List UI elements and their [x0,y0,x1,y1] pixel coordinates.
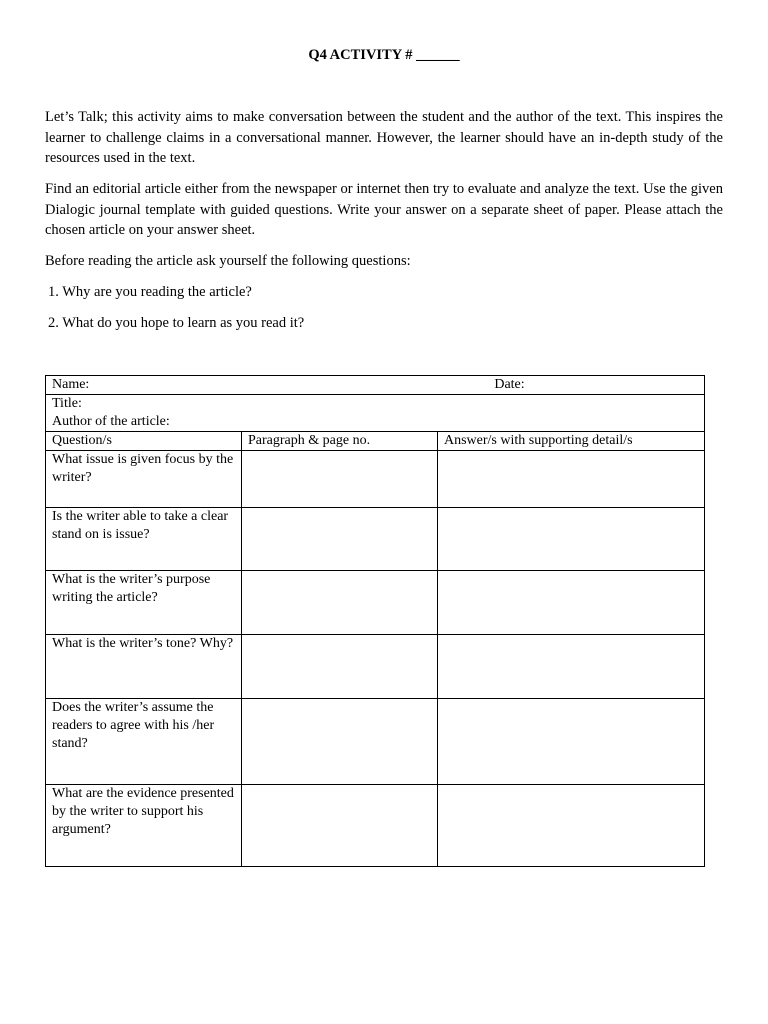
answer-cell[interactable] [438,635,705,699]
paragraph-cell[interactable] [242,571,438,635]
header-question: Question/s [46,432,242,451]
instructions-paragraph: Find an editorial article either from the newspaper or internet then try to evaluate and analyze the text. Use the given Dialogic journal template with guided questions. Write your answer on a separate sheet of paper. Please attach the chosen article on your answer sheet. [45,181,723,238]
table-row [46,571,705,635]
header-row [46,432,705,451]
table-row [46,635,705,699]
question-cell: Is the writer able to take a clear stand on is issue? [46,508,242,571]
title-author-row [46,395,705,432]
header-paragraph: Paragraph & page no. [242,432,438,451]
answer-cell[interactable] [438,785,705,867]
name-date-cell[interactable] [46,376,705,395]
answer-cell[interactable] [438,699,705,785]
question-cell: What is the writer’s purpose writing the article? [46,571,242,635]
question-cell: What is the writer’s tone? Why? [46,635,242,699]
header-answer: Answer/s with supporting detail/s [438,432,705,451]
table-row [46,699,705,785]
title-author-cell[interactable] [46,395,705,432]
name-label: Name: [52,377,90,392]
answer-cell[interactable] [438,451,705,508]
name-date-row [46,376,705,395]
author-label: Author of the article: [52,414,170,429]
question-cell: What issue is given focus by the writer? [46,451,242,508]
table-row [46,508,705,571]
pre-question-2: 2. What do you hope to learn as you read it? [48,315,305,331]
title-label: Title: [52,396,82,411]
answer-cell[interactable] [438,571,705,635]
question-cell: Does the writer’s assume the readers to agree with his /her stand? [46,699,242,785]
paragraph-cell[interactable] [242,635,438,699]
pre-reading-prompt: Before reading the article ask yourself the following questions: [45,253,411,269]
dialogic-journal-table [45,375,705,867]
pre-question-1: 1. Why are you reading the article? [48,284,252,300]
table-row [46,451,705,508]
intro-paragraph: Let’s Talk; this activity aims to make conversation between the student and the author of the text. This inspires the learner to challenge claims in a conversational manner. However, the learner should have an in-depth study of the resources used in the text. [45,109,723,166]
paragraph-cell[interactable] [242,508,438,571]
paragraph-cell[interactable] [242,785,438,867]
answer-cell[interactable] [438,508,705,571]
table-row [46,785,705,867]
question-cell: What are the evidence presented by the writer to support his argument? [46,785,242,867]
paragraph-cell[interactable] [242,451,438,508]
paragraph-cell[interactable] [242,699,438,785]
page-title: Q4 ACTIVITY # ______ [308,47,460,63]
date-label: Date: [494,377,525,392]
